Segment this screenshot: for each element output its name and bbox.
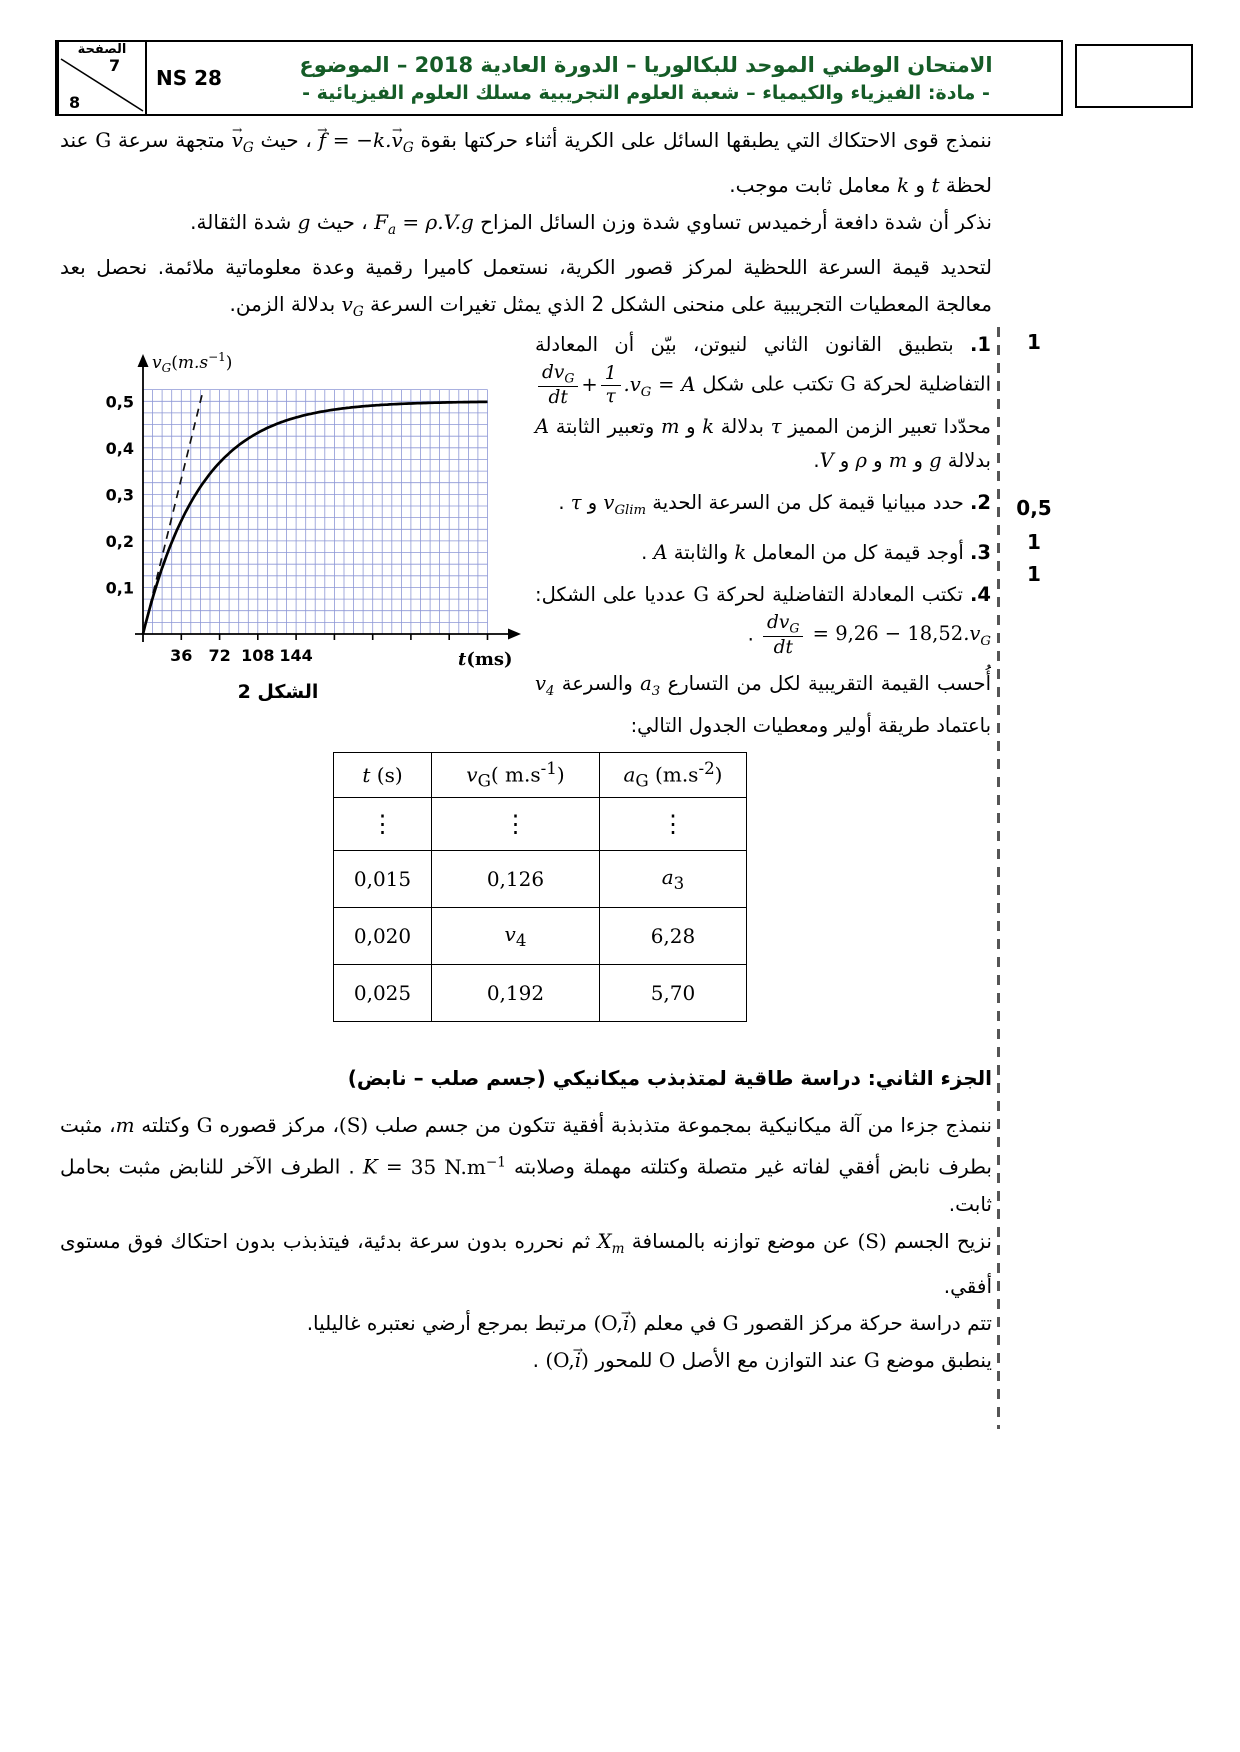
mark-question-2: 0,5	[1016, 496, 1052, 520]
svg-text:t(ms): t(ms)	[458, 649, 513, 670]
euler-data-table: t (s) $v_G$( $m.s^{-1}$) $a_G$ $(m.s^{-2})$ ⋮ ⋮ ⋮ 0,015 0,126 $a_3$ 0,020 $v_4$ 6,28 0,025 0,192 5,70	[333, 752, 747, 1022]
part-two-paragraph-3: تتم دراسة حركة مركز القصور G في معلم (O,i →) مرتبط بمرجع أرضي نعتبره غاليليا.	[60, 1305, 992, 1342]
part-two-heading: الجزء الثاني: دراسة طاقية لمتذبذب ميكانيكي (جسم صلب – نابض)	[347, 1066, 992, 1090]
svg-text:0,1: 0,1	[105, 578, 134, 598]
svg-text:0,5: 0,5	[105, 392, 134, 412]
svg-text:vG(m.s−1): $v_G(m.s^{-1})$	[152, 350, 233, 375]
part-two-paragraph-1: ننمذج جزءا من آلة ميكانيكية بمجموعة متذبذبة أفقية تتكون من جسم صلب (S)، مركز قصوره G وكتلته m، مثبت بطرف نابض أفقي لفاته غير متصلة وكتلته مهملة وصلابته K = 35 $N.m^{-1}$ . الطرف الآخر للنابض مثبت بحامل ثابت.	[60, 1113, 993, 1216]
part-two	[60, 1060, 992, 1379]
questions-list	[535, 328, 991, 743]
euler-data-table-wrap	[333, 752, 747, 1022]
question-2: 2. حدد مبيانيا قيمة كل من السرعة الحدية $v_{Glim}$ و τ .	[558, 490, 991, 518]
mark-question-1: 1	[1027, 330, 1041, 354]
exam-title-line2: - مادة: الفيزياء والكيمياء – شعبة العلوم التجريبية مسلك العلوم الفيزيائية -	[302, 82, 990, 104]
svg-text:0,4: 0,4	[105, 438, 134, 458]
part-two-paragraph-2: نزيح الجسم (S) عن موضع توازنه بالمسافة $X_m$ ثم نحرره بدون سرعة بدئية، فيتذبذب بدون احتكاك فوق مستوى أفقي.	[60, 1228, 992, 1298]
page-number-box	[57, 42, 145, 114]
page-total: 8	[69, 93, 81, 112]
svg-text:144: 144	[279, 646, 313, 665]
blank-score-box	[1075, 44, 1193, 108]
svg-text:0,2: 0,2	[105, 531, 134, 551]
svg-text:72: 72	[208, 646, 231, 665]
svg-text:0,3: 0,3	[105, 485, 134, 505]
question-4: 4. تكتب المعادلة التفاضلية لحركة G عدديا على الشكل: $\frac{dv_G}{dt}$ = $9,26 - 18,52.v_G$ .	[535, 582, 991, 658]
exam-title-line1: الامتحان الوطني الموحد للبكالوريا – الدورة العادية 2018 – الموضوع	[299, 53, 993, 77]
part-two-paragraph-4: ينطبق موضع G عند التوازن مع الأصل O للمحور (O,i →) .	[60, 1342, 992, 1379]
exam-code: NS 28	[145, 42, 231, 114]
figure-caption: الشكل 2	[237, 681, 319, 703]
header	[55, 40, 1063, 116]
mark-question-3: 1	[1027, 530, 1041, 554]
marks-divider-line	[997, 327, 1000, 1429]
intro-paragraph: ننمذج قوى الاحتكاك التي يطبقها السائل على الكرية أثناء حركتها بقوة f → = $-k.v \to_G$ ، حيث $v \to_G$ متجهة سرعة G عند لحظة t و k معامل ثابت موجب. نذكر أن شدة دافعة أرخميدس تساوي شدة وزن السائل المزاح $F_a = \rho.V.g$ ، حيث g شدة الثقالة. لتحديد قيمة السرعة اللحظية لمركز قصور الكرية، نستعمل كاميرا رقمية وعدة معلوماتية ملائمة. نحصل بعد معالجة المعطيات التجريبية على منحنى الشكل 2 الذي يمثل تغيرات السرعة $v_G$ بدلالة الزمن.	[60, 122, 992, 331]
velocity-time-graph	[88, 344, 528, 679]
figure-2	[88, 344, 528, 703]
svg-text:108: 108	[241, 646, 275, 665]
question-3: 3. أوجد قيمة كل من المعامل k والثابتة A .	[641, 540, 991, 564]
euler-method-note: أُحسب القيمة التقريبية لكل من التسارع $a_3$ والسرعة $v_4$ باعتماد طريقة أولير ومعطيات الجدول التالي:	[535, 672, 991, 738]
page-current: 7	[109, 56, 121, 75]
question-1: 1. بتطبيق القانون الثاني لنيوتن، بيّن أن المعادلة التفاضلية لحركة G تكتب على شكل $\frac{dv_G}{dt}$ + $\frac{1}{\tau}$ $.v_G = A$ محدّدا تعبير الزمن المميز τ بدلالة k و m وتعبير الثابتة A بدلالة g و m و ρ و V.	[535, 333, 991, 472]
svg-text:36: 36	[170, 646, 193, 665]
page-label: الصفحة	[77, 42, 127, 57]
mark-question-4: 1	[1027, 562, 1041, 586]
exam-title	[231, 42, 1061, 114]
